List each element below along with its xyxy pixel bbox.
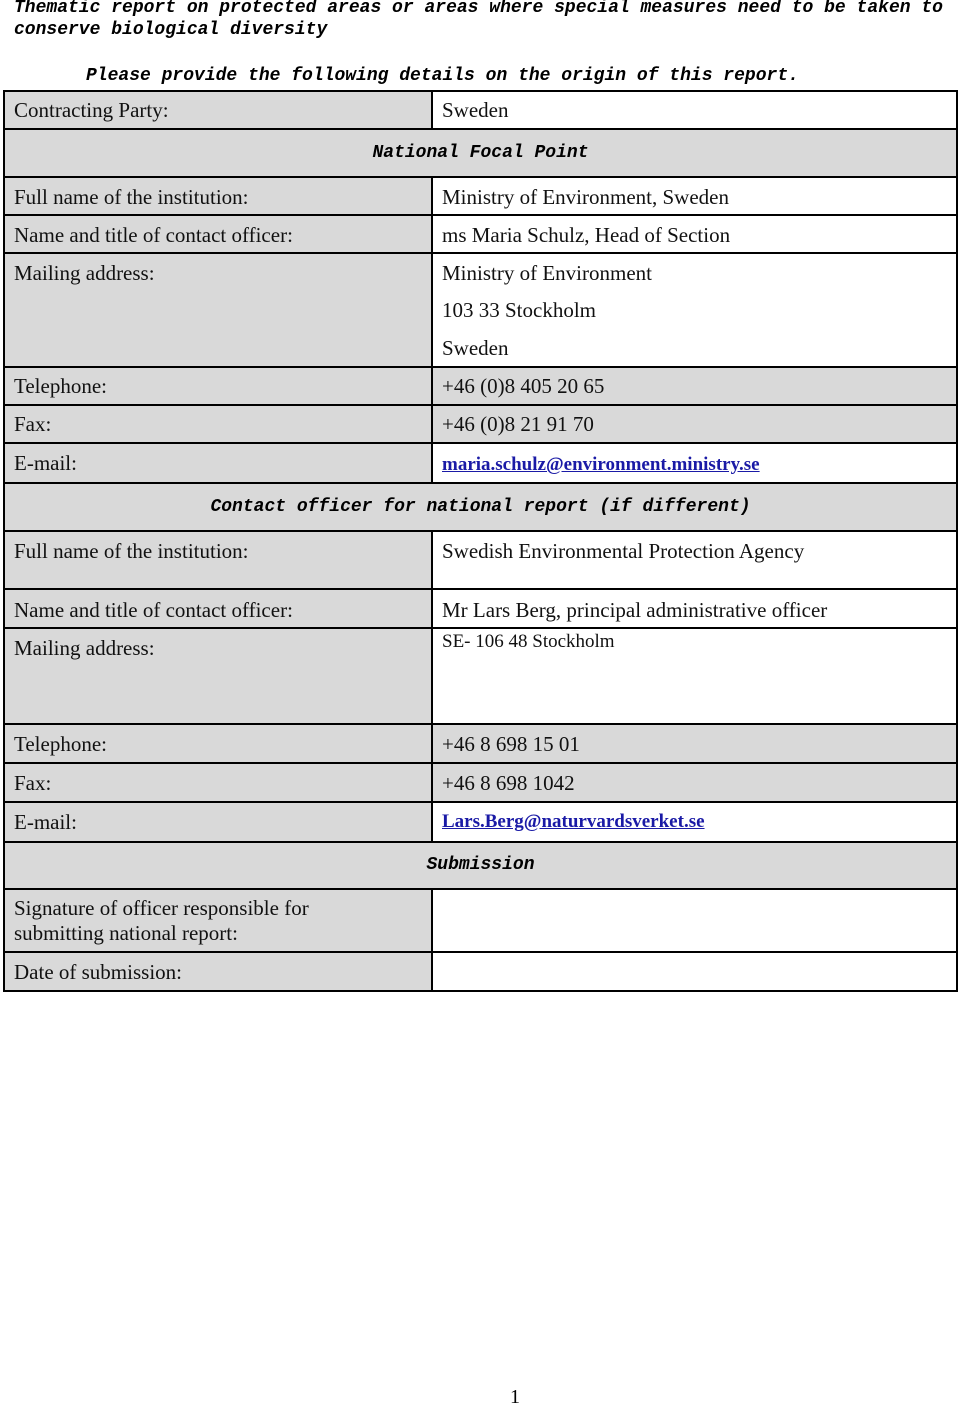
nfp-telephone-value-cell: [431, 366, 958, 406]
nfp-institution-label: Full name of the institution:: [14, 185, 249, 209]
date-label: Date of submission:: [14, 960, 182, 984]
co-institution-label: Full name of the institution:: [14, 539, 249, 563]
co-institution-label-cell: [3, 530, 433, 590]
co-telephone-value: +46 8 698 15 01: [442, 732, 580, 756]
nfp-officer-value-cell: [431, 214, 958, 254]
co-telephone-label-cell: [3, 723, 433, 764]
nfp-email-label-cell: [3, 442, 433, 484]
co-mailing-value-cell: [431, 627, 958, 725]
co-officer-label-cell: [3, 588, 433, 629]
nfp-fax-value-cell: [431, 404, 958, 444]
co-email-label-cell: [3, 801, 433, 843]
nfp-telephone-label-cell: [3, 366, 433, 406]
nfp-mailing-line: 103 33 Stockholm: [442, 298, 597, 322]
signature-label-cell: [3, 888, 433, 953]
document-title: Thematic report on protected areas or areas where special measures need to be taken to conserve biological diversity: [14, 0, 943, 40]
co-email-link[interactable]: Lars.Berg@naturvardsverket.se: [442, 811, 705, 832]
instruction-text: Please provide the following details on the origin of this report.: [86, 66, 799, 86]
contact-officer-heading-cell: [3, 482, 958, 532]
nfp-mailing-line: Ministry of Environment: [442, 261, 652, 285]
nfp-mailing-label-cell: [3, 252, 433, 368]
co-telephone-label: Telephone:: [14, 732, 107, 756]
nfp-institution-value-cell: [431, 176, 958, 216]
nfp-telephone-label: Telephone:: [14, 374, 107, 398]
nfp-fax-label-cell: [3, 404, 433, 444]
national-focal-point-heading-cell: [3, 128, 958, 178]
nfp-email-label: E-mail:: [14, 451, 77, 475]
signature-label-line1: Signature of officer responsible for: [14, 896, 309, 920]
contracting-party-label-cell: [3, 90, 433, 130]
nfp-officer-label: Name and title of contact officer:: [14, 223, 293, 247]
nfp-mailing-line: Sweden: [442, 336, 509, 360]
contracting-party-value-cell: [431, 90, 958, 130]
co-telephone-value-cell: [431, 723, 958, 764]
nfp-mailing-label: Mailing address:: [14, 261, 155, 285]
co-mailing-label: Mailing address:: [14, 636, 155, 660]
nfp-institution-value: Ministry of Environment, Sweden: [442, 185, 729, 209]
submission-heading-cell: [3, 841, 958, 890]
co-mailing-value: SE- 106 48 Stockholm: [442, 631, 615, 652]
page-number: 1: [510, 1386, 520, 1408]
co-email-label: E-mail:: [14, 810, 77, 834]
contracting-party-value: Sweden: [442, 98, 509, 122]
co-officer-value: Mr Lars Berg, principal administrative officer: [442, 598, 828, 622]
submission-heading: Submission: [426, 855, 535, 875]
nfp-officer-value: ms Maria Schulz, Head of Section: [442, 223, 731, 247]
date-label-cell: [3, 951, 433, 992]
nfp-email-link[interactable]: maria.schulz@environment.ministry.se: [442, 454, 760, 475]
signature-label-line2: submitting national report:: [14, 921, 238, 945]
nfp-fax-label: Fax:: [14, 412, 52, 436]
nfp-fax-value: +46 (0)8 21 91 70: [442, 412, 594, 436]
co-fax-value-cell: [431, 762, 958, 803]
national-focal-point-heading: National Focal Point: [372, 143, 589, 163]
co-fax-label: Fax:: [14, 771, 52, 795]
nfp-mailing-value-cell: [431, 252, 958, 368]
co-fax-label-cell: [3, 762, 433, 803]
co-fax-value: +46 8 698 1042: [442, 771, 575, 795]
nfp-telephone-value: +46 (0)8 405 20 65: [442, 374, 605, 398]
co-institution-value-cell: [431, 530, 958, 590]
contracting-party-label: Contracting Party:: [14, 98, 169, 122]
date-field[interactable]: [431, 951, 958, 992]
co-officer-label: Name and title of contact officer:: [14, 598, 293, 622]
signature-field[interactable]: [431, 888, 958, 953]
contact-officer-heading: Contact officer for national report (if different): [210, 497, 751, 517]
nfp-institution-label-cell: [3, 176, 433, 216]
nfp-email-value-cell: [431, 442, 958, 484]
nfp-officer-label-cell: [3, 214, 433, 254]
co-mailing-label-cell: [3, 627, 433, 725]
co-email-value-cell: [431, 801, 958, 843]
co-institution-value: Swedish Environmental Protection Agency: [442, 539, 805, 563]
co-officer-value-cell: [431, 588, 958, 629]
